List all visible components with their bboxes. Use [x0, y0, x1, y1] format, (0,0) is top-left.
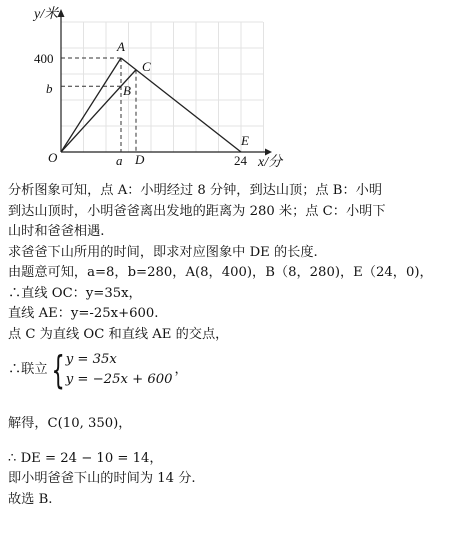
point-label-c: C [142, 59, 151, 74]
y-axis-label: y/米 [34, 7, 59, 22]
axes [58, 9, 273, 156]
distance-time-diagram [0, 0, 464, 180]
system-prefix: ∴联立 [8, 361, 48, 377]
equation-system [8, 346, 460, 394]
solution-line-3: 山时和爸爸相遇. [8, 224, 105, 239]
solution-line-6: ∴直线 OC：y=35x， [8, 285, 142, 301]
point-label-b: B [123, 83, 131, 98]
y-axis-arrow [58, 9, 65, 17]
point-label-a: A [117, 39, 125, 54]
system-equation-2: y = −25x + 600 [65, 372, 173, 387]
x-axis-label: x/分 [258, 155, 283, 170]
conclusion-line: 即小明爸爸下山的时间为 14 分. [8, 471, 196, 486]
segment-oa [61, 58, 121, 152]
segment-ae [121, 58, 241, 152]
system-suffix: ， [174, 361, 188, 377]
result-point-c: 解得，C(10, 350)， [8, 416, 132, 431]
left-brace: { [51, 348, 65, 392]
labels [32, 6, 284, 170]
solution-line-7: 直线 AE：y=-25x+600. [8, 306, 159, 321]
solution-line-1: 分析图象可知，点 A：小明经过 8 分钟，到达山顶；点 B：小明 [8, 183, 383, 198]
point-label-o: O [48, 150, 58, 165]
system-equations [66, 350, 173, 390]
guide-lines [61, 58, 136, 152]
result-de: ∴ DE = 24 − 10 = 14， [8, 450, 163, 466]
x-tick-label-a: a [116, 153, 123, 168]
solution-line-4: 求爸爸下山所用的时间，即求对应图象中 DE 的长度. [8, 244, 318, 260]
y-tick-label-400: 400 [34, 51, 54, 66]
solution-line-2: 到达山顶时，小明爸爸离出发地的距离为 280 米；点 C：小明下 [8, 203, 386, 219]
grid [61, 22, 264, 152]
point-label-d: D [135, 152, 145, 167]
solution-line-5: 由题意可知，a=8，b=280，A(8，400)，B（8，280)，E（24，0)， [8, 265, 433, 280]
solution-line-8: 点 C 为直线 OC 和直线 AE 的交点， [8, 326, 229, 342]
answer-line: 故选 B. [8, 491, 53, 507]
system-equation-1: y = 35x [65, 352, 117, 367]
y-tick-label-b: b [46, 81, 53, 96]
x-tick-label-24: 24 [234, 153, 247, 168]
point-label-e: E [241, 133, 249, 148]
solution-text [8, 181, 460, 510]
